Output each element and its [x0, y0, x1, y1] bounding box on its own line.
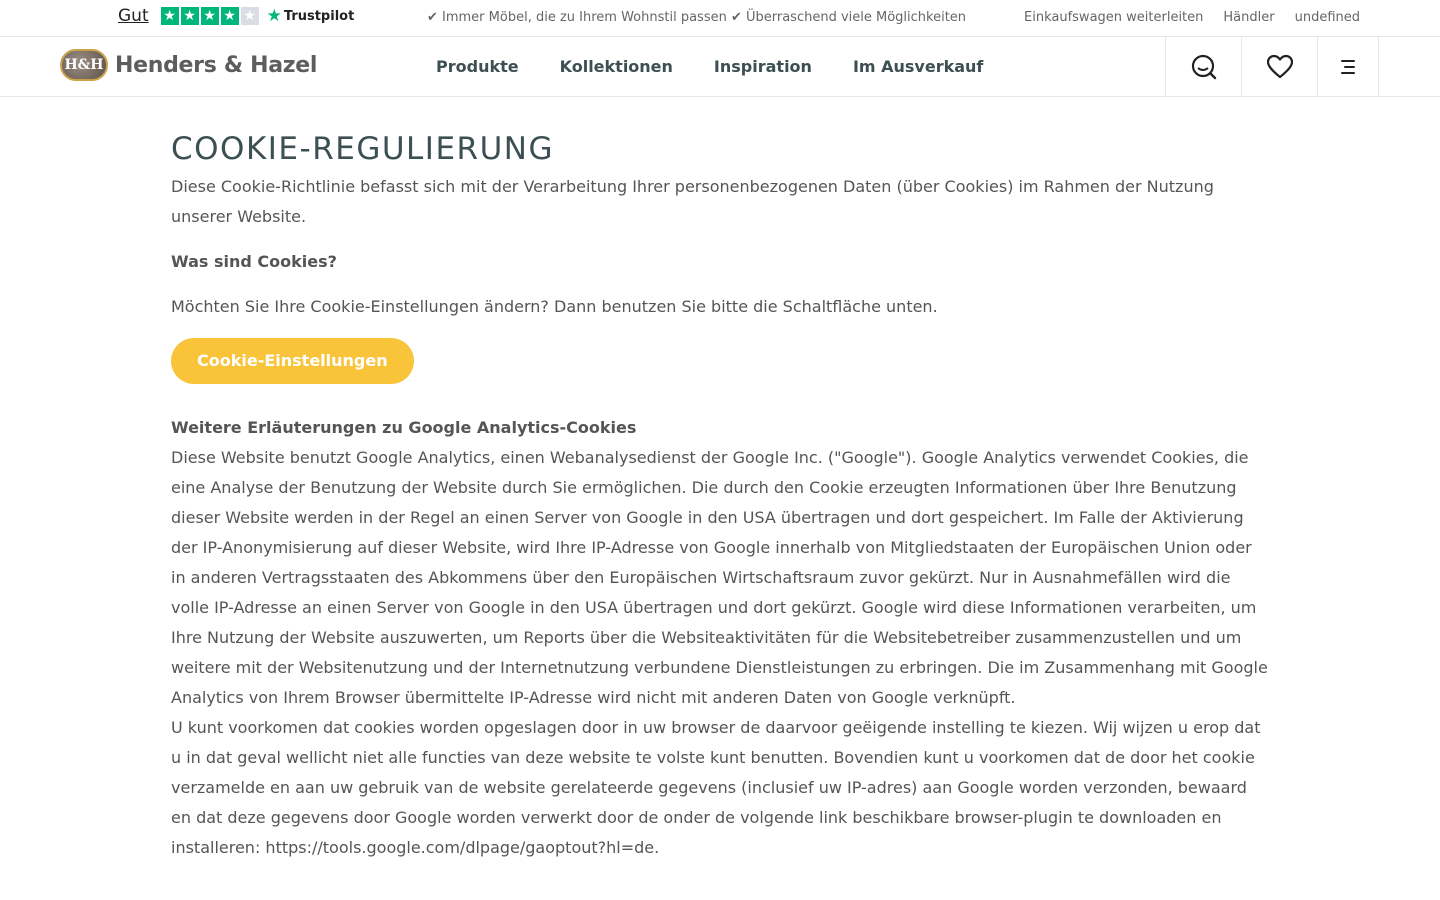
rating-word[interactable]: Gut	[118, 6, 149, 26]
trustpilot-logo	[267, 6, 355, 26]
cookie-settings-button[interactable]: Cookie-Einstellungen	[171, 338, 414, 384]
change-settings-text: Möchten Sie Ihre Cookie-Einstellungen ändern? Dann benutzen Sie bitte die Schaltfläche unten.	[171, 297, 938, 316]
heart-icon	[1266, 54, 1294, 80]
wishlist-button[interactable]	[1241, 37, 1317, 96]
menu-icon	[1339, 59, 1357, 75]
search-icon	[1190, 53, 1218, 81]
star-filled-icon: ★	[181, 7, 199, 25]
nav-item-collections[interactable]: Kollektionen	[559, 57, 673, 76]
site-header	[0, 37, 1440, 97]
star-filled-icon: ★	[221, 7, 239, 25]
usp-text: ✔ Immer Möbel, die zu Ihrem Wohnstil passen ✔ Überraschend viele Möglichkeiten	[427, 10, 967, 25]
search-button[interactable]	[1165, 37, 1241, 96]
nav-item-sale[interactable]: Im Ausverkauf	[852, 57, 984, 76]
nav-item-products[interactable]: Produkte	[436, 57, 519, 76]
logo-badge: H&H	[60, 49, 108, 81]
top-link-undefined[interactable]: undefined	[1294, 10, 1360, 25]
logo-text: Henders & Hazel	[115, 52, 318, 78]
top-link-dealers[interactable]: Händler	[1223, 10, 1275, 25]
top-link-cart-redirect[interactable]: Einkaufswagen weiterleiten	[1024, 10, 1204, 25]
google-analytics-text: Diese Website benutzt Google Analytics, einen Webanalysedienst der Google Inc. ("Google"). Google Analytics verwendet Cookies, die eine Analyse der Benutzung der Website durch Sie ermöglichen. Die durch den Cookie erzeugten Informationen über Ihre Benutzung dieser Website werden in der Regel an einen Server von Google in den USA übertragen und dort gespeichert. Im Falle der Aktivierung der IP-Anonymisierung auf dieser Website, wird Ihre IP-Adresse von Google innerhalb von Mitgliedstaaten der Europäischen Union oder in anderen Vertragsstaaten des Abkommens über den Europäischen Wirtschaftsraum zuvor gekürzt. Nur in Ausnahmefällen wird die volle IP-Adresse an einen Server von Google in den USA übertragen und dort gekürzt. Google wird diese Informationen verarbeiten, um Ihre Nutzung der Website auszuwerten, um Reports über die Websiteaktivitäten für die Websitebetreiber zusammenzustellen und um weitere mit der Websitenutzung und der Internetnutzung verbundene Dienstleistungen zu erbringen. Die im Zusammenhang mit Google Analytics von Ihrem Browser übermittelte IP-Adresse wird nicht mit anderen Daten von Google verknüpft.	[171, 448, 1268, 707]
header-icons	[1165, 37, 1379, 96]
cookies-question-heading: Was sind Cookies?	[171, 252, 337, 271]
top-links	[1024, 10, 1360, 25]
rating-stars	[161, 7, 259, 25]
logo[interactable]	[60, 49, 317, 81]
nav-item-inspiration[interactable]: Inspiration	[713, 57, 812, 76]
trustpilot-star-icon: ★	[266, 6, 282, 26]
trustpilot-rating[interactable]	[118, 6, 354, 26]
google-analytics-heading: Weitere Erläuterungen zu Google Analytics-Cookies	[171, 418, 637, 437]
opt-out-text: U kunt voorkomen dat cookies worden opgeslagen door in uw browser de daarvoor geëigende instelling te kiezen. Wij wijzen u erop dat u in dat geval wellicht niet alle functies van deze website te volste kunt benutten. Bovendien kunt u voorkomen dat de door het cookie verzamelde en aan uw gebruik van de website gerelateerde gegevens (inclusief uw IP-adres) aan Google worden verzonden, bewaard en dat deze gegevens door Google worden verwerkt door de onder de volgende link beschikbare browser-plugin te downloaden en installeren: https://tools.google.com/dlpage/gaoptout?hl=de.	[171, 718, 1261, 857]
top-bar	[0, 0, 1440, 37]
star-empty-icon: ★	[241, 7, 259, 25]
intro-text: Diese Cookie-Richtlinie befasst sich mit der Verarbeitung Ihrer personenbezogenen Daten (über Cookies) im Rahmen der Nutzung unserer Website.	[171, 177, 1214, 226]
main-content	[171, 130, 1271, 863]
trustpilot-label: Trustpilot	[283, 8, 355, 24]
main-nav	[436, 57, 983, 76]
star-filled-icon: ★	[161, 7, 179, 25]
page-title: COOKIE-REGULIERUNG	[171, 131, 554, 167]
menu-button[interactable]	[1317, 37, 1379, 96]
star-filled-icon: ★	[201, 7, 219, 25]
